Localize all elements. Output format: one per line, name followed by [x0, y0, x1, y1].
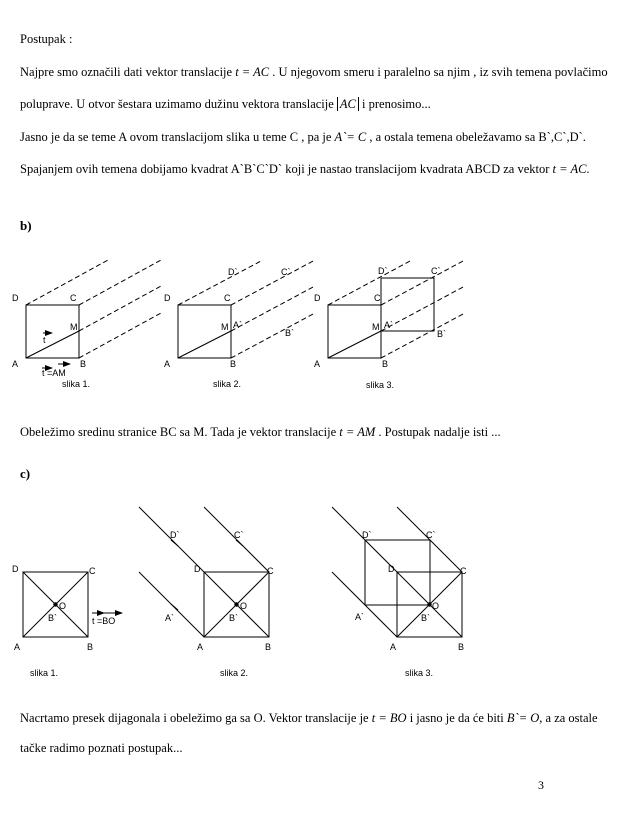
c3-label-c: C [460, 566, 467, 576]
c1-label-b: B [87, 642, 94, 652]
c3-label-cp: C` [426, 530, 436, 540]
c1-label-bp: B` [48, 613, 57, 623]
c2-label-cp: C` [234, 530, 244, 540]
intro-line-1: Najpre smo označili dati vektor translacije t = AC . U njegovom smeru i paralelno sa njim , iz svih temena povlačimo [20, 65, 608, 79]
c2-label-b: B [265, 642, 272, 652]
b2-label-dp: D` [228, 267, 238, 277]
b3-label-dp: D` [378, 266, 388, 276]
section-c-text-2: tačke radimo poznati postupak... [20, 741, 183, 755]
intro-line-2: poluprave. U otvor šestara uzimamo dužinu vektora translacije AC i prenosimo... [20, 97, 431, 111]
b2-label-d: D [164, 293, 171, 303]
intro-line-4: Spajanjem ovih temena dobijamo kvadrat A`B`C`D` koji je nastao translacijom kvadrata ABCD za vektor t = AC. [20, 162, 590, 176]
b3-label-d: D [314, 293, 321, 303]
c1-caption: slika 1. [30, 668, 59, 678]
b-figure-2 [164, 260, 315, 389]
b3-label-cp: C` [431, 266, 441, 276]
b2-label-m: M [221, 322, 229, 332]
b1-label-b: B [80, 359, 87, 369]
b2-caption: slika 2. [213, 379, 242, 389]
b1-label-d: D [12, 293, 19, 303]
c3-label-o: O [432, 601, 440, 611]
c2-label-bp: B` [229, 613, 238, 623]
b2-label-c: C [224, 293, 231, 303]
intro-line-3: Jasno je da se teme A ovom translacijom slika u teme C , pa je A`= C , a ostala temena obeležavamo sa B`,C`,D`. [20, 130, 586, 144]
b3-label-bp: B` [437, 329, 446, 339]
section-b-header: b) [20, 218, 32, 233]
c1-label-a: A [14, 642, 21, 652]
vector-t-ac: t = AC [235, 65, 270, 79]
c1-label-d: D [12, 564, 19, 574]
b-figure-1 [12, 260, 161, 389]
b3-caption: slika 3. [366, 380, 395, 390]
c-figure-3 [332, 507, 467, 678]
c1-label-c: C [89, 566, 96, 576]
b2-label-a: A [164, 359, 171, 369]
c2-label-d: D [194, 564, 201, 574]
b2-label-b: B [230, 359, 237, 369]
c3-label-a: A [390, 642, 397, 652]
b3-label-m: M [372, 322, 380, 332]
c2-caption: slika 2. [220, 668, 249, 678]
b3-label-b: B [382, 359, 389, 369]
b-figure-3 [314, 260, 465, 390]
b1-label-m: M [70, 322, 78, 332]
c2-label-ap: A` [165, 613, 174, 623]
b1-label-tam: t =AM [42, 368, 66, 378]
page-number: 3 [538, 778, 544, 792]
c3-label-ap: A` [355, 612, 364, 622]
procedure-heading: Postupak : [20, 32, 73, 46]
b2-label-ap: A` [233, 320, 242, 330]
b1-label-t: t [43, 335, 46, 345]
c1-label-o: O [59, 601, 67, 611]
section-c-header: c) [20, 466, 31, 481]
c2-label-c: C [267, 566, 274, 576]
c3-caption: slika 3. [405, 668, 434, 678]
c3-label-bp: B` [421, 613, 430, 623]
c2-label-o: O [240, 601, 248, 611]
b3-label-ap: A` [384, 320, 393, 330]
c3-label-b: B [458, 642, 465, 652]
equation-a-c: A`= C [334, 130, 367, 144]
b1-label-c: C [70, 293, 77, 303]
b1-label-a: A [12, 359, 19, 369]
vector-t-am: t = AM [339, 425, 376, 439]
b1-caption: slika 1. [62, 379, 91, 389]
vector-t-ac-2: t = AC [552, 162, 587, 176]
c1-label-tbo: t =BO [92, 616, 116, 626]
section-b-text: Obeležimo sredinu stranice BC sa M. Tada je vektor translacije t = AM . Postupak nadalje isti ... [20, 425, 501, 439]
vector-t-bo: t = BO [371, 711, 407, 725]
abs-ac: AC [337, 97, 359, 111]
c-figure-1 [12, 564, 122, 678]
b2-label-bp: B` [285, 328, 294, 338]
c3-label-d: D [388, 564, 395, 574]
b3-label-c: C [374, 293, 381, 303]
section-c-text-1: Nacrtamo presek dijagonala i obeležimo ga sa O. Vektor translacije je t = BO i jasno je da će biti B`= O, a za ostale [20, 711, 598, 725]
b2-label-cp: C` [281, 267, 291, 277]
equation-b-o: B`= O [506, 711, 540, 725]
c-figure-2 [139, 507, 274, 678]
c2-label-a: A [197, 642, 204, 652]
c3-label-dp: D` [362, 530, 372, 540]
c2-label-dp: D` [170, 530, 180, 540]
b3-label-a: A [314, 359, 321, 369]
